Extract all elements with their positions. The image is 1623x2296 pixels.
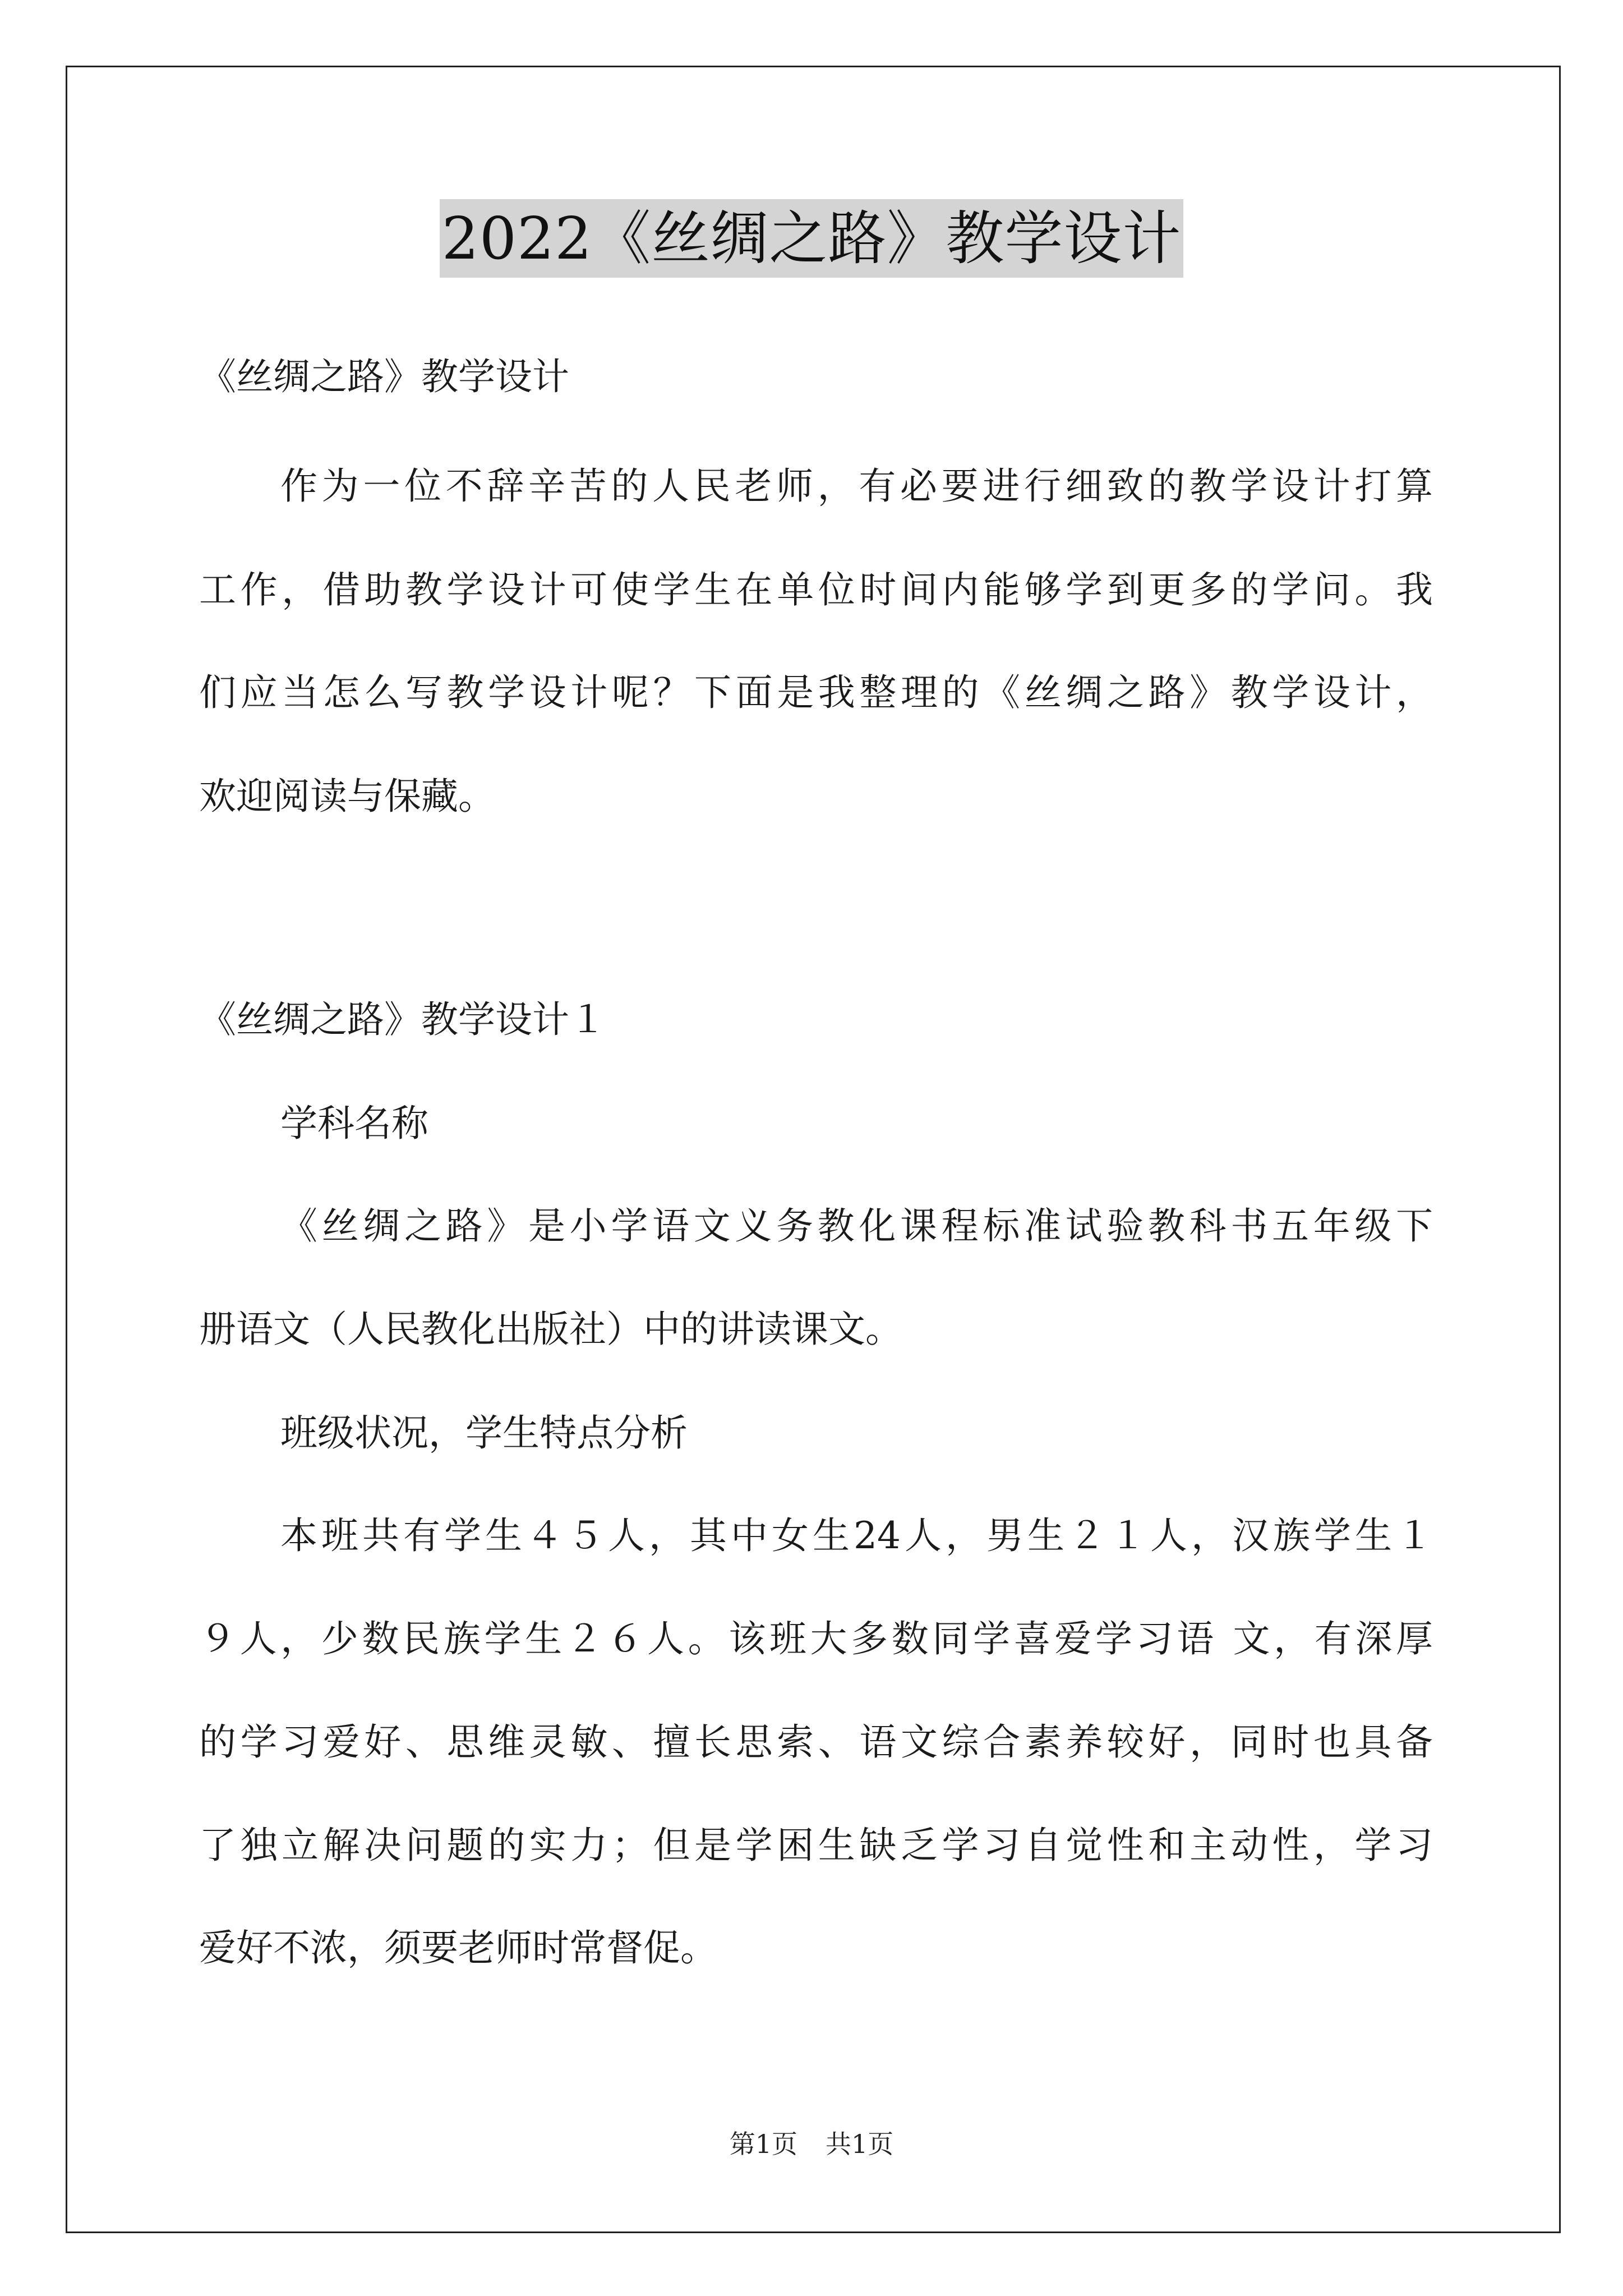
page-number: 第1页 bbox=[729, 2129, 797, 2159]
class-line-3: 的学习爱好、思维灵敏、擅长思索、语文综合素养较好，同时也具备 bbox=[199, 1720, 1433, 1764]
subtitle: 《丝绸之路》教学设计 bbox=[199, 355, 569, 398]
document-title: 2022《丝绸之路》教学设计 bbox=[440, 199, 1184, 278]
class-line-5: 爱好不浓，须要老师时常督促。 bbox=[199, 1926, 717, 1970]
class-line-4: 了独立解决问题的实力；但是学困生缺乏学习自觉性和主动性，学习 bbox=[199, 1824, 1433, 1867]
page-footer bbox=[0, 2127, 1623, 2161]
subject-line-1: 《丝绸之路》是小学语文义务教化课程标准试验教科书五年级下 bbox=[280, 1204, 1433, 1248]
subject-line-2: 册语文（人民教化出版社）中的讲读课文。 bbox=[199, 1308, 902, 1351]
section-title: 《丝绸之路》教学设计１ bbox=[199, 998, 606, 1041]
title-container bbox=[0, 199, 1623, 278]
subject-heading: 学科名称 bbox=[280, 1102, 428, 1145]
class-line-2: ９人，少数民族学生２６人。该班大多数同学喜爱学习语 文，有深厚 bbox=[199, 1617, 1433, 1660]
class-line-1: 本班共有学生４５人，其中女生24人，男生２１人，汉族学生１ bbox=[280, 1514, 1433, 1557]
intro-line-3: 们应当怎么写教学设计呢？下面是我整理的《丝绸之路》教学设计， bbox=[199, 671, 1433, 714]
intro-line-2: 工作，借助教学设计可使学生在单位时间内能够学到更多的学问。我 bbox=[199, 568, 1433, 611]
intro-line-4: 欢迎阅读与保藏。 bbox=[199, 775, 495, 818]
intro-line-1: 作为一位不辞辛苦的人民老师，有必要进行细致的教学设计打算 bbox=[280, 464, 1433, 508]
page-total: 共1页 bbox=[826, 2129, 894, 2159]
class-heading: 班级状况，学生特点分析 bbox=[280, 1411, 688, 1455]
